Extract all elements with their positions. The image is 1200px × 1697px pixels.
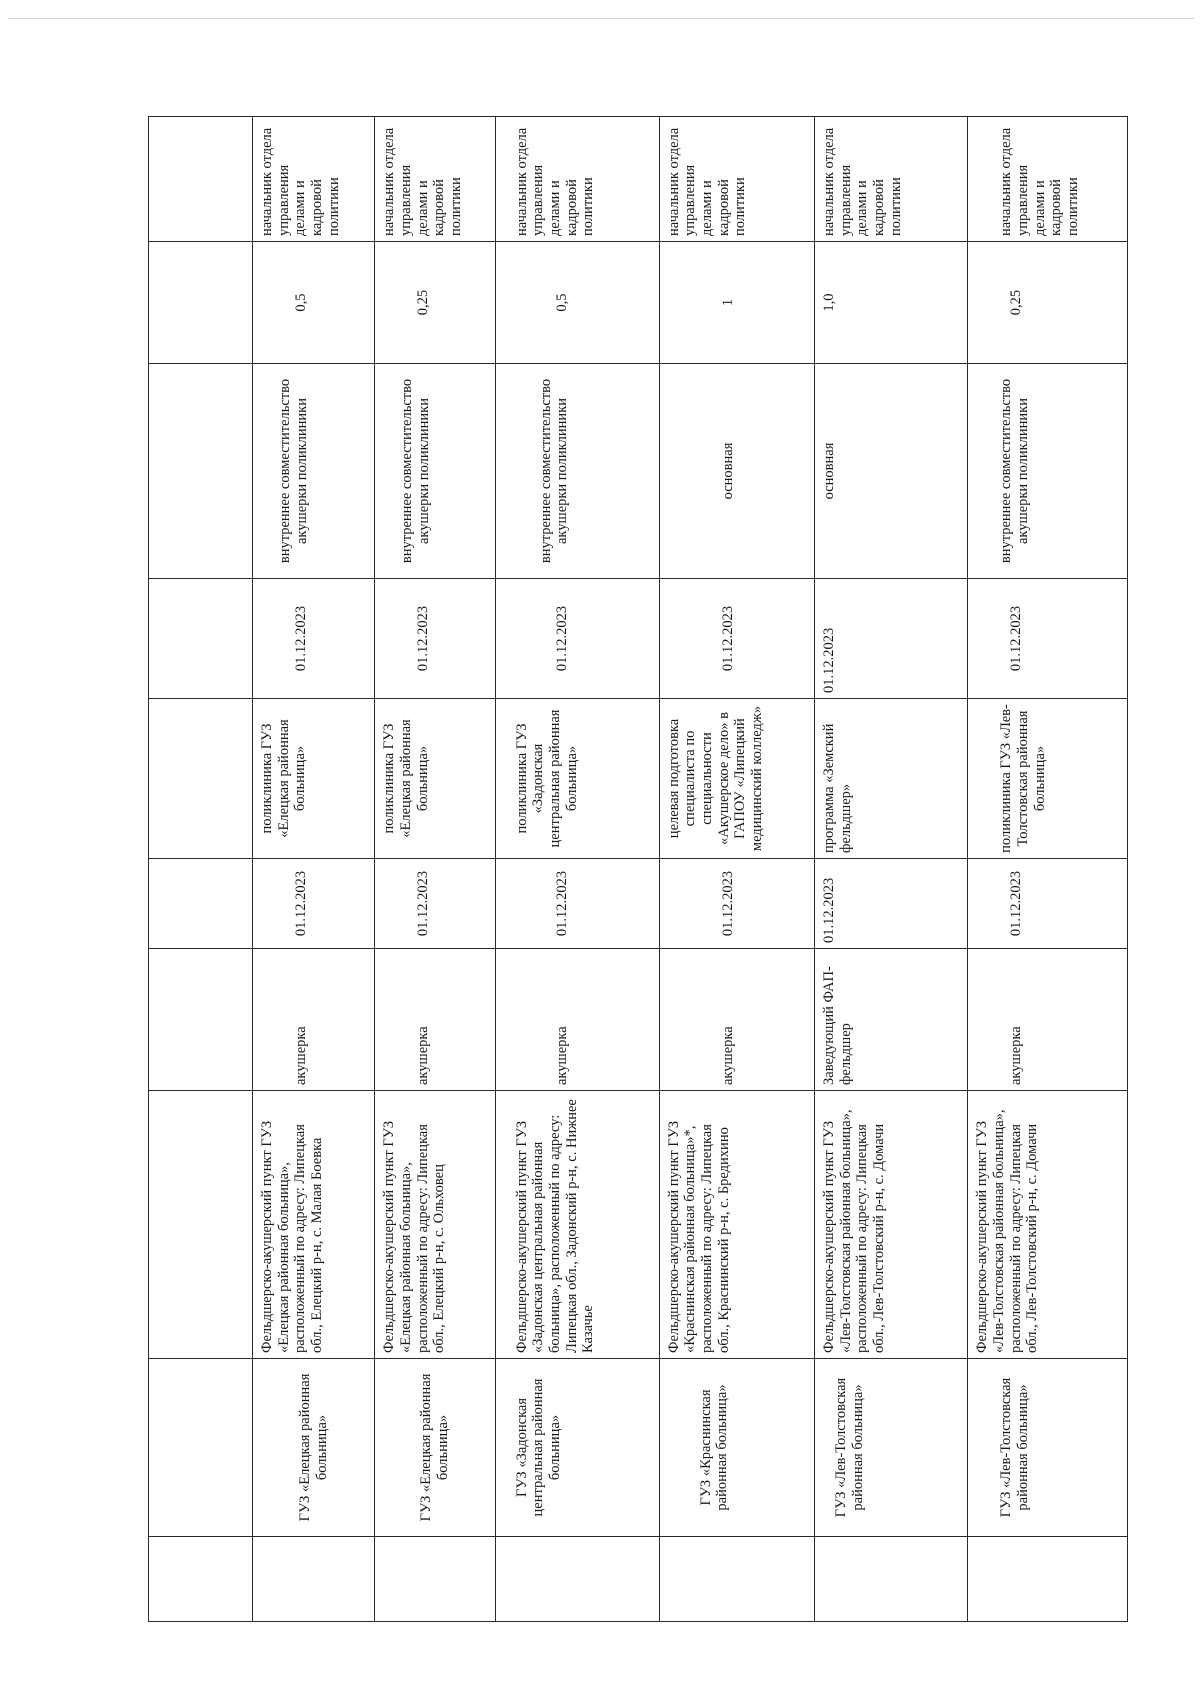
header-cell <box>149 579 253 699</box>
table-row <box>495 117 659 1622</box>
scan-top-edge <box>8 18 1194 19</box>
date-cell: 01.12.2023 <box>252 579 375 699</box>
location-cell: Фельдшерско-акушерский пункт ГУЗ «Краснинская районная больница»*, расположенный по адресу: Липецкая обл., Краснинский р-н, с. Бредихино <box>659 1091 814 1359</box>
contact-cell: начальник отдела управления делами и кадровой политики <box>375 117 495 242</box>
employment-type-cell: внутреннее совместительство акушерки поликлиники <box>252 364 375 579</box>
table-row <box>968 117 1128 1622</box>
empty-cell <box>968 1537 1128 1622</box>
table-header-row <box>149 117 253 1622</box>
header-cell <box>149 949 253 1091</box>
source-cell: поликлиника ГУЗ «Елецкая районная больница» <box>252 699 375 859</box>
org-cell: ГУЗ «Краснинская районная больница» <box>659 1359 814 1537</box>
rate-cell: 0,5 <box>252 242 375 364</box>
position-cell: акушерка <box>375 949 495 1091</box>
rate-cell: 0,25 <box>968 242 1128 364</box>
source-cell: поликлиника ГУЗ «Елецкая районная больница» <box>375 699 495 859</box>
table-row <box>659 117 814 1622</box>
empty-cell <box>375 1537 495 1622</box>
contact-cell: начальник отдела управления делами и кадровой политики <box>968 117 1128 242</box>
date-cell: 01.12.2023 <box>968 859 1128 949</box>
contact-cell: начальник отдела управления делами и кадровой политики <box>659 117 814 242</box>
position-cell: акушерка <box>495 949 659 1091</box>
org-cell: ГУЗ «Задонская центральная районная больница» <box>495 1359 659 1537</box>
date-cell: 01.12.2023 <box>659 859 814 949</box>
location-cell: Фельдшерско-акушерский пункт ГУЗ «Задонская центральная районная больница», расположенный по адресу: Липецкая обл., Задонский р-н, с. Нижнее Казачье <box>495 1091 659 1359</box>
rate-cell: 1 <box>659 242 814 364</box>
employment-type-cell: основная <box>815 364 968 579</box>
date-cell: 01.12.2023 <box>659 579 814 699</box>
position-cell: Заведующий ФАП-фельдшер <box>815 949 968 1091</box>
position-cell: акушерка <box>659 949 814 1091</box>
source-cell: целевая подготовка специалиста по специальности «Акушерское дело» в ГАПОУ «Липецкий медицинский колледж» <box>659 699 814 859</box>
employment-type-cell: внутреннее совместительство акушерки поликлиники <box>495 364 659 579</box>
date-cell: 01.12.2023 <box>495 859 659 949</box>
location-cell: Фельдшерско-акушерский пункт ГУЗ «Лев-Толстовская районная больница», расположенный по адресу: Липецкая обл., Лев-Толстовский р-н, с. Домачи <box>815 1091 968 1359</box>
header-cell <box>149 1359 253 1537</box>
employment-type-cell: внутреннее совместительство акушерки поликлиники <box>968 364 1128 579</box>
source-cell: поликлиника ГУЗ «Задонская центральная районная больница» <box>495 699 659 859</box>
date-cell: 01.12.2023 <box>968 579 1128 699</box>
org-cell: ГУЗ «Елецкая районная больница» <box>252 1359 375 1537</box>
empty-cell <box>495 1537 659 1622</box>
location-cell: Фельдшерско-акушерский пункт ГУЗ «Лев-Толстовская районная больница», расположенный по адресу: Липецкая обл., Лев-Толстовский р-н, с. Домачи <box>968 1091 1128 1359</box>
employment-type-cell: основная <box>659 364 814 579</box>
contact-cell: начальник отдела управления делами и кадровой политики <box>815 117 968 242</box>
header-cell <box>149 1537 253 1622</box>
date-cell: 01.12.2023 <box>375 579 495 699</box>
position-cell: акушерка <box>252 949 375 1091</box>
header-cell <box>149 699 253 859</box>
header-cell <box>149 242 253 364</box>
org-cell: ГУЗ «Елецкая районная больница» <box>375 1359 495 1537</box>
header-cell <box>149 117 253 242</box>
org-cell: ГУЗ «Лев-Толстовская районная больница» <box>815 1359 968 1537</box>
location-cell: Фельдшерско-акушерский пункт ГУЗ «Елецкая районная больница», расположенный по адресу: Липецкая обл., Елецкий р-н, с. Ольховец <box>375 1091 495 1359</box>
date-cell: 01.12.2023 <box>815 859 968 949</box>
position-cell: акушерка <box>968 949 1128 1091</box>
date-cell: 01.12.2023 <box>252 859 375 949</box>
contact-cell: начальник отдела управления делами и кадровой политики <box>252 117 375 242</box>
location-cell: Фельдшерско-акушерский пункт ГУЗ «Елецкая районная больница», расположенный по адресу: Липецкая обл., Елецкий р-н, с. Малая Боевка <box>252 1091 375 1359</box>
rate-cell: 0,5 <box>495 242 659 364</box>
employment-type-cell: внутреннее совместительство акушерки поликлиники <box>375 364 495 579</box>
date-cell: 01.12.2023 <box>495 579 659 699</box>
contact-cell: начальник отдела управления делами и кадровой политики <box>495 117 659 242</box>
rate-cell: 0,25 <box>375 242 495 364</box>
table-row <box>815 117 968 1622</box>
table-row <box>252 117 375 1622</box>
empty-cell <box>659 1537 814 1622</box>
org-cell: ГУЗ «Лев-Толстовская районная больница» <box>968 1359 1128 1537</box>
vacancy-table <box>148 116 1128 1622</box>
header-cell <box>149 859 253 949</box>
rotated-table-container <box>148 117 1128 1622</box>
rate-cell: 1,0 <box>815 242 968 364</box>
source-cell: программа «Земский фельдшер» <box>815 699 968 859</box>
table-row <box>375 117 495 1622</box>
empty-cell <box>815 1537 968 1622</box>
header-cell <box>149 364 253 579</box>
date-cell: 01.12.2023 <box>375 859 495 949</box>
empty-cell <box>252 1537 375 1622</box>
header-cell <box>149 1091 253 1359</box>
date-cell: 01.12.2023 <box>815 579 968 699</box>
source-cell: поликлиника ГУЗ «Лев-Толстовская районная больница» <box>968 699 1128 859</box>
